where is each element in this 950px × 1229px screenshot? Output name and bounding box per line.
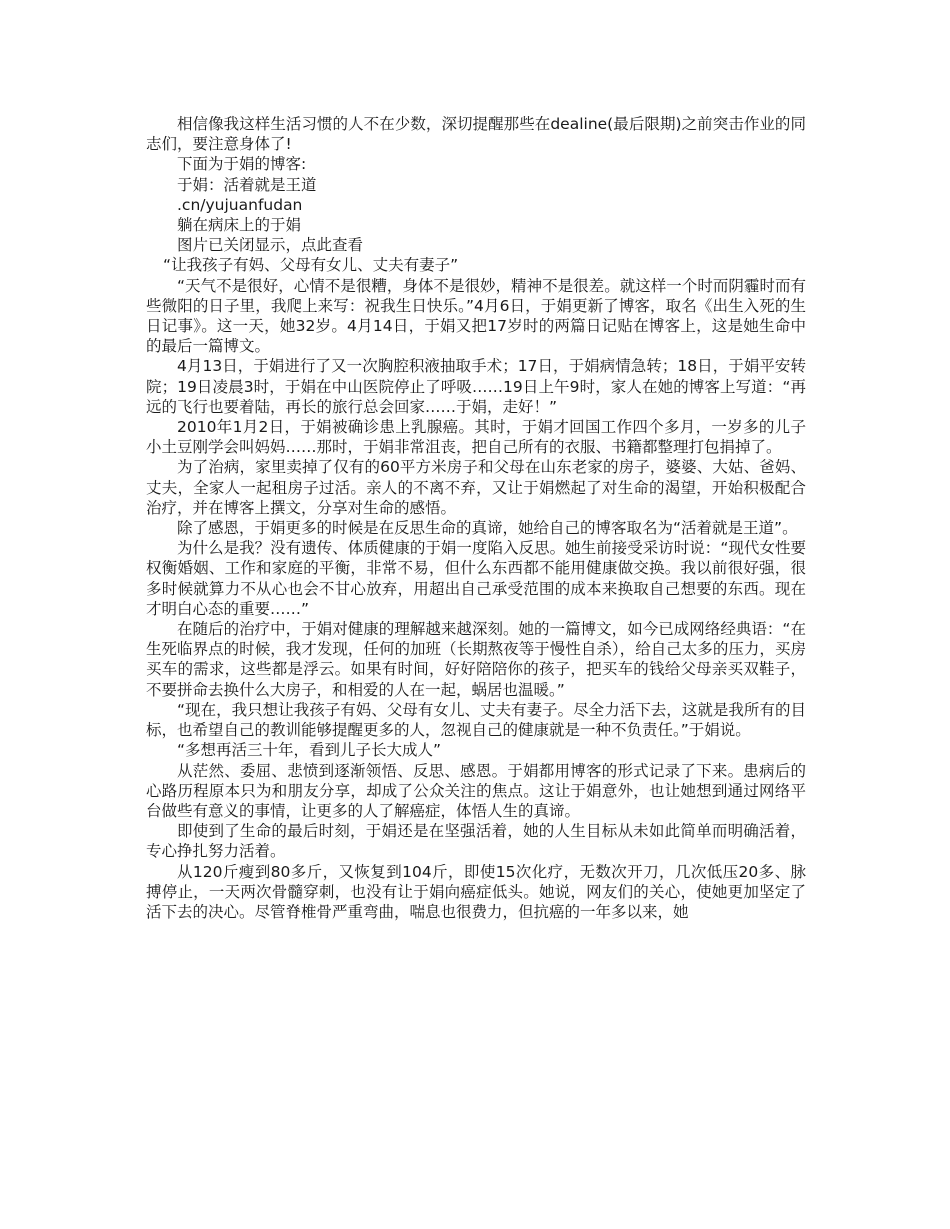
paragraph: 4月13日，于娟进行了又一次胸腔积液抽取手术；17日，于娟病情急转；18日，于娟平安转院；19日凌晨3时，于娟在中山医院停止了呼吸……19日上午9时，家人在她的博客上写道：“再远的飞行也要着陆，再长的旅行总会回家……于娟，走好！” xyxy=(146,357,806,416)
paragraph: 2010年1月2日，于娟被确诊患上乳腺癌。其时，于娟才回国工作四个多月，一岁多的儿子小土豆刚学会叫妈妈……那时，于娟非常沮丧，把自己所有的衣服、书籍都整理打包捐掉了。 xyxy=(146,418,806,457)
paragraph: 从茫然、委屈、悲愤到逐渐领悟、反思、感恩。于娟都用博客的形式记录了下来。患病后的心路历程原本只为和朋友分享，却成了公众关注的焦点。这让于娟意外，也让她想到通过网络平台做些有意义的事情，让更多的人了解癌症，体悟人生的真谛。 xyxy=(146,761,806,820)
paragraph: “现在，我只想让我孩子有妈、父母有女儿、丈夫有妻子。尽全力活下去，这就是我所有的目标，也希望自己的教训能够提醒更多的人，忽视自己的健康就是一种不负责任。”于娟说。 xyxy=(146,700,806,740)
paragraph: 除了感恩，于娟更多的时候是在反思生命的真谛，她给自己的博客取名为“活着就是王道”。 xyxy=(177,519,798,538)
paragraph-blog-lead: 下面为于娟的博客: xyxy=(177,155,307,174)
blog-url: .cn/yujuanfudan xyxy=(177,195,303,214)
paragraph: 为了治病，家里卖掉了仅有的60平方米房子和父母在山东老家的房子，婆婆、大姑、爸妈、丈夫，全家人一起租房子过活。亲人的不离不弃，又让于娟燃起了对生命的渴望，开始积极配合治疗，并在博客上撰文，分享对生命的感悟。 xyxy=(146,458,806,517)
paragraph: 在随后的治疗中，于娟对健康的理解越来越深刻。她的一篇博文，如今已成网络经典语：“在生死临界点的时候，我才发现，任何的加班（长期熬夜等于慢性自杀），给自己太多的压力，买房买车的需求，这些都是浮云。如果有时间，好好陪陪你的孩子，把买车的钱给父母亲买双鞋子，不要拼命去换什么大房子，和相爱的人在一起，蜗居也温暖。” xyxy=(146,620,806,699)
paragraph-intro: 相信像我这样生活习惯的人不在少数，深切提醒那些在dealine(最后限期)之前突击作业的同志们，要注意身体了! xyxy=(146,115,806,154)
blog-title: 于娟：活着就是王道 xyxy=(177,175,317,194)
paragraph: 即使到了生命的最后时刻，于娟还是在坚强活着，她的人生目标从未如此简单而明确活着，专心挣扎努力活着。 xyxy=(146,822,806,861)
section-heading-2: “多想再活三十年，看到儿子长大成人” xyxy=(177,741,442,760)
paragraph: 从120斤瘦到80多斤，又恢复到104斤，即使15次化疗，无数次开刀，几次低压20多、脉搏停止，一天两次骨髓穿刺，也没有让于娟向癌症低头。她说，网友们的关心，使她更加坚定了活下去的决心。尽管脊椎骨严重弯曲，喘息也很费力，但抗癌的一年多以来，她 xyxy=(146,862,806,921)
section-heading-1: “让我孩子有妈、父母有女儿、丈夫有妻子” xyxy=(163,256,459,275)
paragraph: “天气不是很好，心情不是很糟，身体不是很妙，精神不是很差。就这样一个时而阴霾时而有些微阳的日子里，我爬上来写：祝我生日快乐。”4月6日，于娟更新了博客，取名《出生入死的生日记事》。这一天，她32岁。4月14日，于娟又把17岁时的两篇日记贴在博客上，这是她生命中的最后一篇博文。 xyxy=(146,276,806,356)
paragraph: 为什么是我？没有遗传、体质健康的于娟一度陷入反思。她生前接受采访时说：“现代女性要权衡婚姻、工作和家庭的平衡，非常不易，但什么东西都不能用健康做交换。我以前很好强，很多时候就算力不从心也会不甘心放弃，用超出自己承受范围的成本来换取自己想要的东西。现在才明白心态的重要……” xyxy=(146,539,806,618)
image-caption: 躺在病床上的于娟 xyxy=(177,216,302,235)
document-body xyxy=(146,114,806,922)
image-placeholder-note: 图片已关闭显示，点此查看 xyxy=(177,236,364,255)
